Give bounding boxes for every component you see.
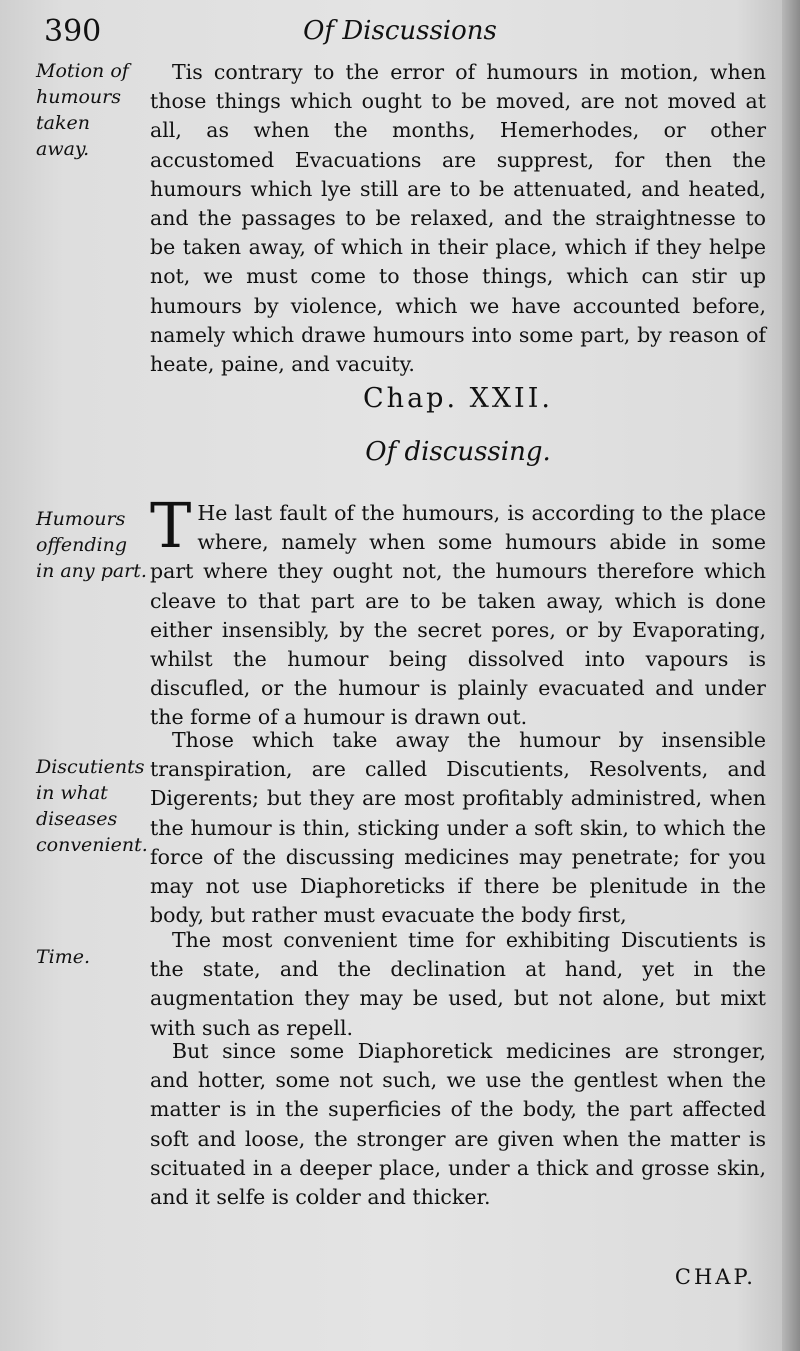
paragraph-diaphoretick	[150, 1037, 766, 1212]
paragraph-text: The most convenient time for exhibiting Discutients is the state, and the declination at hand, yet in the augmentation they may be used, but not alone, but mixt with such as repell.	[150, 928, 766, 1040]
paragraph-time	[150, 926, 766, 1043]
paragraph-motion-of-humours	[150, 58, 766, 379]
margin-note-motion: Motion of humours taken away.	[36, 60, 129, 160]
paragraph-text: He last fault of the humours, is according to the place where, namely when some humours abide in some part where they ought not, the humours therefore which cleave to that part are to be taken away, which is done either insensibly, by the secret pores, or by Evaporating, whilst the humour being dissolved into vapours is discufled, or the humour is plainly evacuated and under the forme of a humour is drawn out.	[150, 501, 766, 730]
paragraph-text: But since some Diaphoretick medicines are stronger, and hotter, some not such, we use the gentlest when the matter is in the superficies of the body, the part affected soft and loose, the stronger are given when the matter is scituated in a deeper place, under a thick and grosse skin, and it selfe is colder and thicker.	[150, 1039, 766, 1210]
page-header	[40, 14, 760, 50]
paragraph-last-fault	[150, 489, 766, 733]
chapter-subtitle: Of discussing.	[365, 437, 551, 467]
paragraph-text: Tis contrary to the error of humours in motion, when those things which ought to be moved, are not moved at all, as when the months, Hemerhodes, or other accustomed Evacuations are supprest, for then the humours which lye still are to be attenuated, and heated, and the passages to be relaxed, and the straightnesse to be taken away, of which in their place, which if they helpe not, we must come to those things, which can stir up humours by violence, which we have accounted before, namely which drawe humours into some part, by reason of heate, paine, and vacuity.	[150, 60, 766, 377]
margin-note-time: Time.	[36, 946, 91, 968]
running-title: Of Discussions	[303, 16, 497, 46]
margin-note-discutients: Discutients in what diseases convenient.	[36, 756, 148, 856]
paragraph-discutients	[150, 726, 766, 930]
catchword: CHAP.	[674, 1265, 756, 1289]
drop-capital: T	[150, 489, 192, 562]
chapter-title: Chap. XXII.	[363, 383, 553, 414]
paragraph-text: Those which take away the humour by insensible transpiration, are called Discutients, Resolvents, and Digerents; but they are most profitably administred, when the humour is thin, sticking under a soft skin, to which the force of the discussing medicines may penetrate; for you may not use Diaphoreticks if there be plenitude in the body, but rather must evacuate the body first,	[150, 728, 766, 928]
page-edge	[782, 0, 800, 1351]
margin-note-humours-offending: Humours offending in any part.	[36, 508, 147, 582]
page-number: 390	[44, 14, 102, 49]
